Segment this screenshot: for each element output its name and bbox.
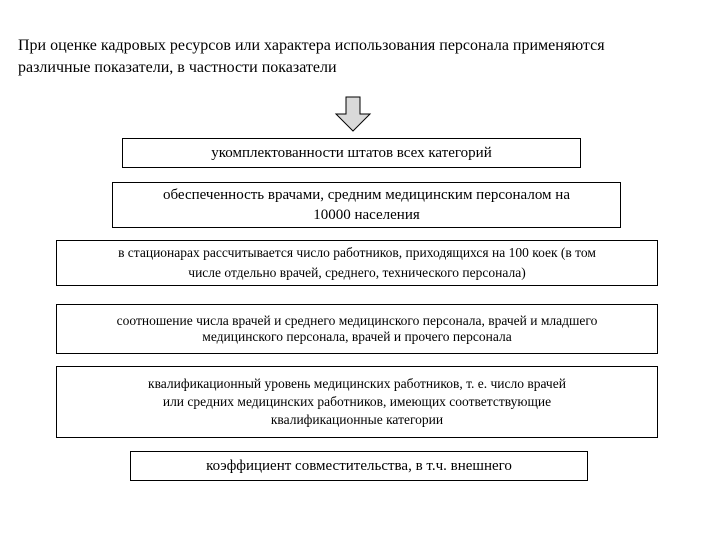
- indicator-hospital-beds-line-2: числе отдельно врачей, среднего, технического персонала): [188, 265, 526, 280]
- indicator-part-time: [130, 451, 588, 481]
- indicator-qualification-line-1: квалификационный уровень медицинских работников, т. е. число врачей: [148, 376, 566, 391]
- indicator-part-time-line-1: коэффициент совместительства, в т.ч. внешнего: [206, 458, 512, 474]
- indicator-hospital-beds-line-1: в стационарах рассчитывается число работников, приходящихся на 100 коек (в том: [118, 245, 596, 260]
- indicator-qualification-line-3: квалификационные категории: [270, 412, 444, 427]
- indicator-provision-line-1: обеспеченность врачами, средним медицинским персоналом на: [163, 187, 570, 203]
- indicator-hospital-beds: [56, 240, 658, 286]
- indicator-ratio: [56, 304, 658, 354]
- indicator-staffing: [122, 138, 581, 168]
- down-arrow-icon: [333, 96, 373, 132]
- intro-text: [18, 35, 708, 79]
- indicator-qualification-line-2: или средних медицинских работников, имеющих соответствующие: [162, 394, 552, 409]
- indicator-provision-line-2: 10000 населения: [313, 207, 420, 223]
- indicator-ratio-line-2: медицинского персонала, врачей и прочего персонала: [202, 329, 512, 344]
- intro-line-1: При оценке кадровых ресурсов или характера использования персонала применяются: [18, 37, 605, 54]
- indicator-ratio-line-1: соотношение числа врачей и среднего медицинского персонала, врачей и младшего: [116, 313, 598, 328]
- indicator-provision: [112, 182, 621, 228]
- indicator-staffing-line-1: укомплектованности штатов всех категорий: [211, 145, 492, 161]
- indicator-qualification: [56, 366, 658, 438]
- intro-line-2: различные показатели, в частности показатели: [18, 59, 337, 76]
